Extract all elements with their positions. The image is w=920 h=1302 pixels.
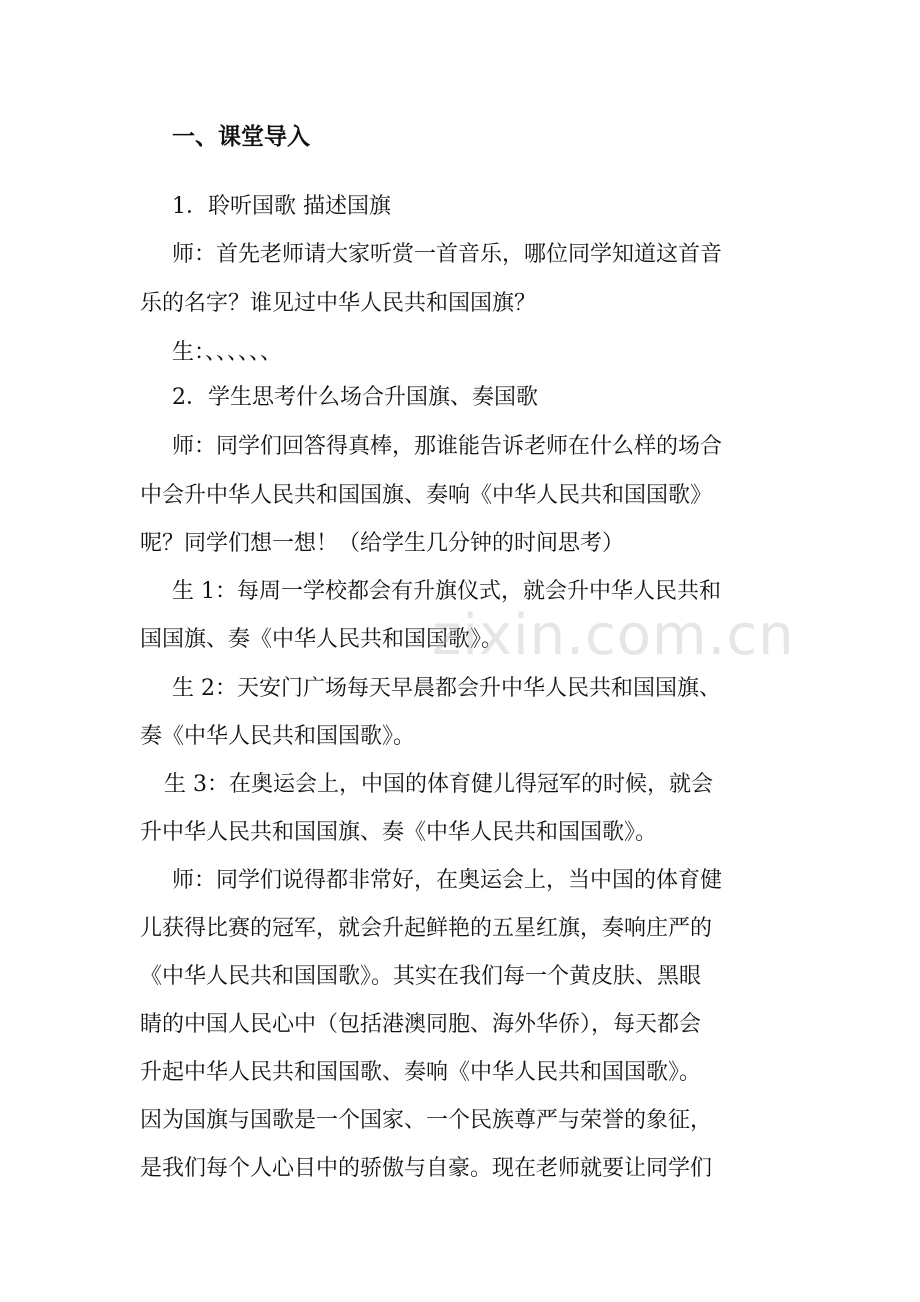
paragraph-line: 奏《中华人民共和国国歌》。 (140, 724, 416, 749)
paragraph-line: 师：同学们回答得真棒，那谁能告诉老师在什么样的场合 (172, 434, 723, 459)
paragraph-line: 生：、、、、、、 (172, 340, 283, 365)
paragraph-line: 乐的名字？谁见过中华人民共和国国旗？ (140, 291, 537, 316)
paragraph-line: 《中华人民共和国国歌》。其实在我们每一个黄皮肤、黑眼 (140, 964, 702, 989)
paragraph-line: 因为国旗与国歌是一个国家、一个民族尊严与荣誉的象征， (140, 1108, 713, 1133)
paragraph-line: 升起中华人民共和国国歌、奏响《中华人民共和国国歌》。 (140, 1060, 702, 1085)
watermark-text: zixin.com.cn (432, 603, 795, 668)
paragraph-line: 睛的中国人民心中（包括港澳同胞、海外华侨），每天都会 (140, 1012, 702, 1037)
section-heading: 一、课堂导入 (172, 123, 310, 150)
paragraph-line: 儿获得比赛的冠军，就会升起鲜艳的五星红旗，奏响庄严的 (140, 916, 713, 941)
paragraph-line: 1．聆听国歌 描述国旗 (172, 194, 391, 219)
paragraph-line: 升中华人民共和国国旗、奏《中华人民共和国国歌》。 (140, 820, 658, 845)
paragraph-line: 国国旗、奏《中华人民共和国国歌》。 (140, 627, 504, 652)
paragraph-line: 师：首先老师请大家听赏一首音乐，哪位同学知道这首音 (172, 242, 723, 267)
paragraph-line: 是我们每个人心目中的骄傲与自豪。现在老师就要让同学们 (140, 1156, 713, 1181)
paragraph-line: 师：同学们说得都非常好，在奥运会上，当中国的体育健 (172, 868, 723, 893)
paragraph-line: 生 3：在奥运会上，中国的体育健儿得冠军的时候，就会 (164, 772, 713, 797)
paragraph-line: 生 1：每周一学校都会有升旗仪式，就会升中华人民共和 (172, 579, 721, 604)
paragraph-line: 呢？同学们想一想！（给学生几分钟的时间思考） (140, 531, 625, 556)
paragraph-line: 2．学生思考什么场合升国旗、奏国歌 (172, 385, 538, 410)
paragraph-line: 生 2：天安门广场每天早晨都会升中华人民共和国国旗、 (172, 676, 721, 701)
paragraph-line: 中会升中华人民共和国国旗、奏响《中华人民共和国国歌》 (140, 483, 713, 508)
